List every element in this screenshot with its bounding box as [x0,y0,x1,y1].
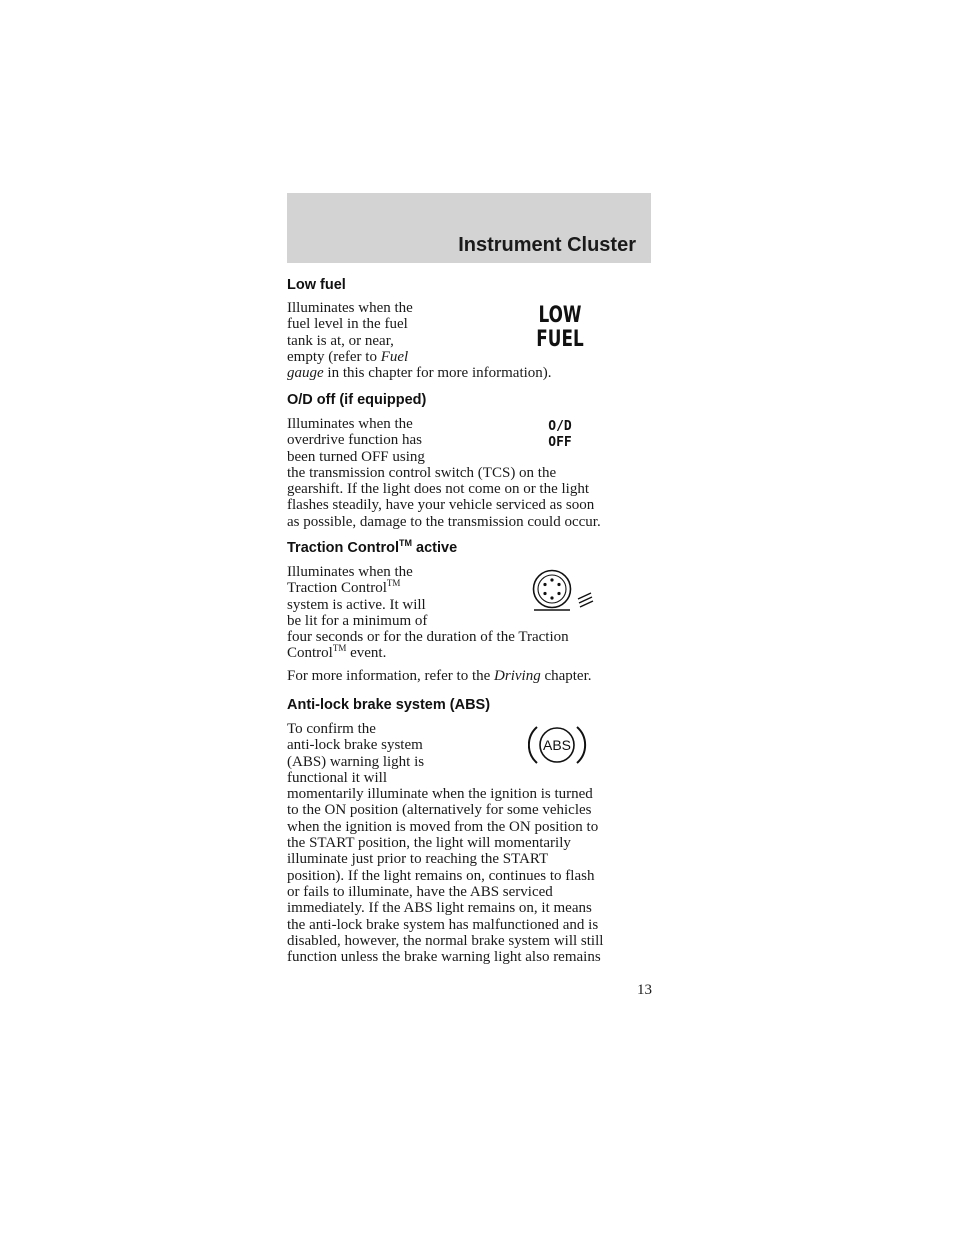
traction-line: Traction Control [287,580,387,597]
low-fuel-line: fuel level in the fuel [287,316,408,333]
abs-line: to the ON position (alternatively for some vehicles [287,802,592,819]
traction-line: Illuminates when the [287,564,413,580]
abs-icon-text: ABS [542,737,572,753]
od-off-text [287,416,657,530]
traction-line: be lit for a minimum of [287,612,428,629]
od-off-icon [538,419,582,453]
od-off-line: as possible, damage to the transmission could occur. [287,513,601,530]
traction-heading-text: active [411,540,458,556]
abs-line: disabled, however, the normal brake system will still [287,932,604,949]
traction-control-heading [287,540,457,556]
more-info-text: For more information, refer to the [287,668,495,684]
od-off-line: overdrive function has [287,432,422,449]
abs-line: To confirm the [287,721,376,737]
abs-line: the anti-lock brake system has malfunctioned and is [287,916,599,933]
trademark-mark: TM [386,578,401,589]
low-fuel-icon [528,304,592,354]
more-info-text: chapter. [540,668,592,684]
low-fuel-icon-text: FUEL [536,327,584,352]
abs-line: illuminate just prior to reaching the START [287,851,549,868]
abs-line: anti-lock brake system [287,737,423,754]
abs-line: immediately. If the ABS light remains on, it means [287,900,592,917]
od-off-line: been turned OFF using [287,448,425,465]
abs-line: or fails to illuminate, have the ABS serviced [287,883,553,900]
abs-line: function unless the brake warning light also remains [287,949,601,966]
traction-control-icon [528,566,598,616]
traction-control-text [287,564,657,662]
abs-line: the START position, the light will momentarily [287,835,571,852]
od-off-heading: O/D off (if equipped) [287,392,427,408]
abs-heading: Anti-lock brake system (ABS) [287,697,491,713]
abs-warning-icon [528,720,588,770]
low-fuel-text [287,300,657,381]
chapter-title: Instrument Cluster [458,234,636,256]
low-fuel-icon-text: LOW [538,303,582,328]
driving-chapter-reference: Driving [494,668,541,684]
fuel-gauge-reference: Fuel [380,348,409,365]
abs-line: when the ignition is moved from the ON position to [287,818,599,835]
od-off-icon-text: O/D [548,419,572,434]
trademark-mark: TM [398,538,412,549]
low-fuel-line: Illuminates when the [287,300,413,316]
abs-line: momentarily illuminate when the ignition is turned [287,786,593,803]
od-off-icon-text: OFF [548,435,572,450]
od-off-line: gearshift. If the light does not come on or the light [287,481,590,498]
od-off-line: flashes steadily, have your vehicle serviced as soon [287,497,595,514]
traction-line: four seconds or for the duration of the Traction [287,629,569,646]
abs-text [287,721,657,965]
traction-more-info [287,668,657,684]
traction-line: event. [346,645,387,662]
traction-line: Control [287,645,333,662]
traction-heading-text: Traction Control [287,540,399,556]
traction-line: system is active. It will [287,596,426,613]
abs-line: position). If the light remains on, continues to flash [287,867,595,884]
od-off-line: Illuminates when the [287,416,413,432]
low-fuel-line: empty (refer to [287,348,381,365]
low-fuel-line: tank is at, or near, [287,332,394,349]
trademark-mark: TM [332,643,347,654]
fuel-gauge-reference: gauge [287,365,324,382]
abs-line: (ABS) warning light is [287,753,425,770]
low-fuel-heading: Low fuel [287,277,346,293]
abs-line: functional it will [287,769,387,786]
low-fuel-line: in this chapter for more information). [323,365,552,382]
chapter-header [287,193,651,263]
od-off-line: the transmission control switch (TCS) on the [287,464,557,481]
page-number: 13 [637,982,652,998]
